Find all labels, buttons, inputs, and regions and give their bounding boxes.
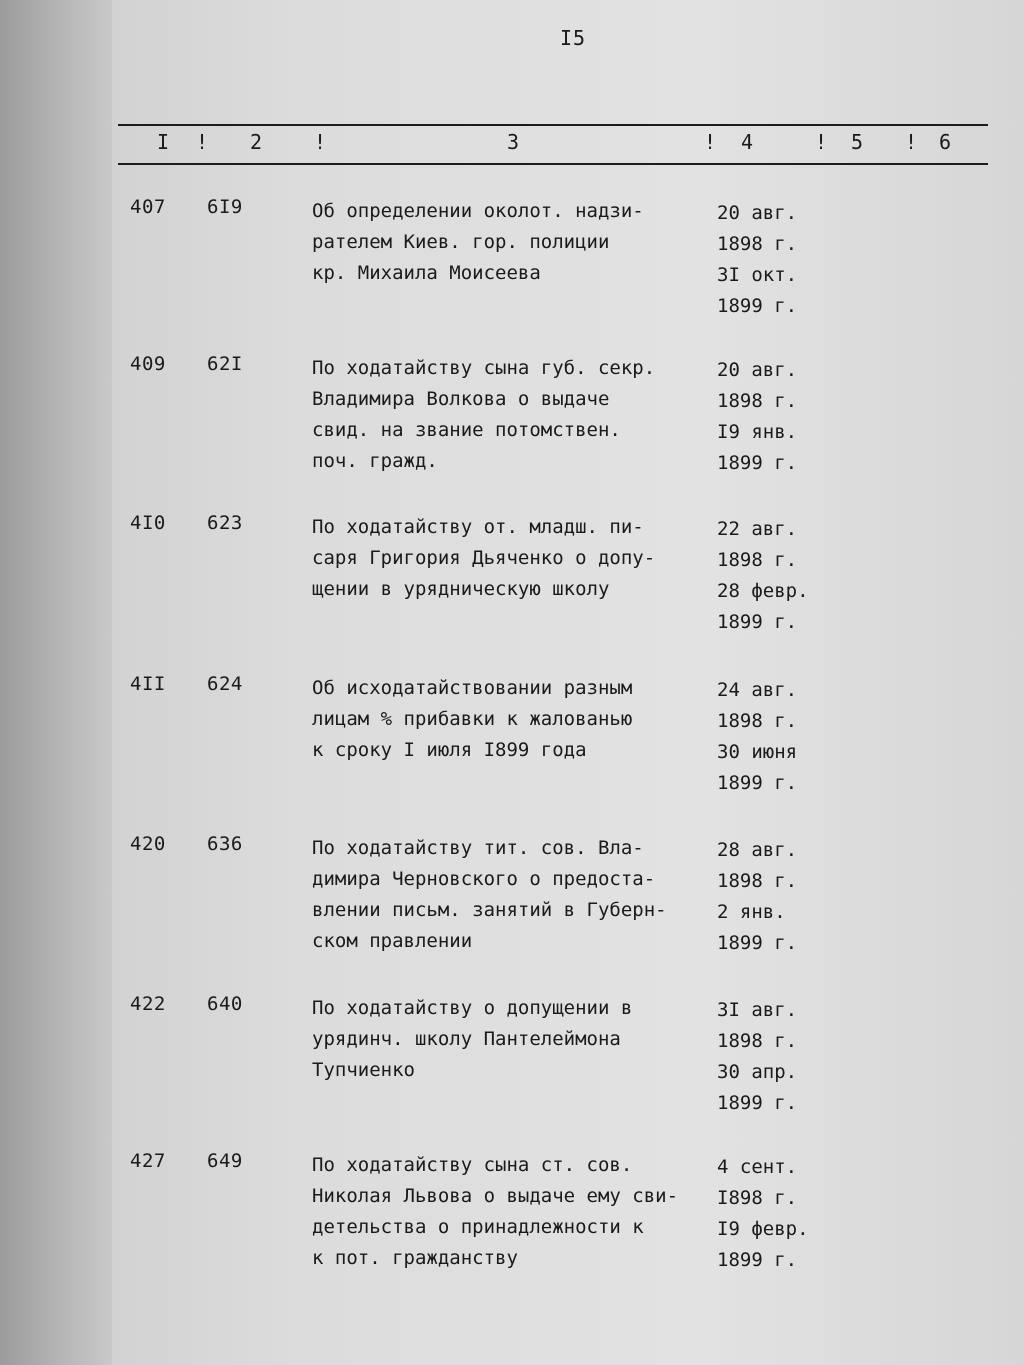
description-line: Тупчиенко (312, 1059, 415, 1081)
entry-number: 407 (130, 196, 166, 218)
entry-description (312, 833, 722, 957)
column-separator: ! (196, 130, 209, 154)
date-line: 1899 г. (717, 932, 798, 954)
description-line: По ходатайству от. младш. пи- (312, 516, 644, 538)
description-line: По ходатайству о допущении в (312, 997, 633, 1019)
list-item (0, 512, 1024, 652)
header-top-rule (118, 124, 988, 126)
date-line: 28 авг. (717, 839, 798, 861)
date-line: 2 янв. (717, 901, 786, 923)
date-line: 1898 г. (717, 710, 798, 732)
description-line: детельства о принадлежности к (312, 1216, 644, 1238)
date-line: I9 янв. (717, 421, 798, 443)
column-separator: ! (704, 130, 717, 154)
entry-dates (717, 995, 827, 1119)
entry-dates (717, 1152, 827, 1276)
date-line: 1899 г. (717, 611, 798, 633)
column-separator: ! (314, 130, 327, 154)
entry-number: 4I0 (130, 512, 166, 534)
column-header-6: 6 (939, 130, 952, 154)
entry-description (312, 993, 722, 1086)
description-line: кр. Михаила Моисеева (312, 262, 541, 284)
date-line: 24 авг. (717, 679, 798, 701)
description-line: По ходатайству сына ст. сов. (312, 1154, 633, 1176)
page-number: I5 (560, 26, 587, 50)
entry-number: 422 (130, 993, 166, 1015)
entry-number: 4II (130, 673, 166, 695)
date-line: 1899 г. (717, 1249, 798, 1271)
description-line: поч. гражд. (312, 450, 438, 472)
date-line: 20 авг. (717, 202, 798, 224)
date-line: I898 г. (717, 1187, 798, 1209)
date-line: 1899 г. (717, 772, 798, 794)
description-line: Об определении околот. надзи- (312, 200, 644, 222)
description-line: к сроку I июля I899 года (312, 739, 587, 761)
date-line: 20 авг. (717, 359, 798, 381)
entry-dates (717, 835, 827, 959)
date-line: 4 сент. (717, 1156, 798, 1178)
date-line: 30 июня (717, 741, 798, 763)
date-line: 22 авг. (717, 518, 798, 540)
column-header-4: 4 (741, 130, 754, 154)
entry-description (312, 673, 722, 766)
date-line: 30 апр. (717, 1061, 798, 1083)
entry-file-number: 649 (207, 1150, 243, 1172)
list-item (0, 833, 1024, 973)
date-line: 28 февр. (717, 580, 809, 602)
column-separator: ! (815, 130, 828, 154)
list-item (0, 353, 1024, 493)
entry-file-number: 6I9 (207, 196, 243, 218)
description-line: По ходатайству тит. сов. Вла- (312, 837, 644, 859)
column-separator: ! (905, 130, 918, 154)
description-line: рателем Киев. гор. полиции (312, 231, 610, 253)
entry-file-number: 623 (207, 512, 243, 534)
entry-dates (717, 514, 827, 638)
date-line: 3I окт. (717, 264, 798, 286)
date-line: 1898 г. (717, 870, 798, 892)
description-line: Об исходатайствовании разным (312, 677, 633, 699)
description-line: лицам % прибавки к жалованью (312, 708, 633, 730)
description-line: щении в урядническую школу (312, 578, 610, 600)
list-item (0, 1150, 1024, 1290)
list-item (0, 993, 1024, 1133)
description-line: Николая Львова о выдаче ему сви- (312, 1185, 679, 1207)
entry-description (312, 196, 722, 289)
entry-dates (717, 355, 827, 479)
column-header-2: 2 (250, 130, 263, 154)
list-item (0, 196, 1024, 336)
entry-file-number: 640 (207, 993, 243, 1015)
description-line: свид. на звание потомствен. (312, 419, 621, 441)
date-line: 1899 г. (717, 295, 798, 317)
entry-description (312, 512, 722, 605)
date-line: 1898 г. (717, 233, 798, 255)
entry-number: 409 (130, 353, 166, 375)
list-item (0, 673, 1024, 813)
entry-dates (717, 675, 827, 799)
entry-number: 427 (130, 1150, 166, 1172)
date-line: 1899 г. (717, 1092, 798, 1114)
description-line: Владимира Волкова о выдаче (312, 388, 610, 410)
description-line: урядинч. школу Пантелеймона (312, 1028, 621, 1050)
header-bottom-rule (118, 163, 988, 165)
entry-number: 420 (130, 833, 166, 855)
column-header-1: I (157, 130, 170, 154)
column-header-3: 3 (507, 130, 520, 154)
entry-file-number: 624 (207, 673, 243, 695)
date-line: 1898 г. (717, 390, 798, 412)
date-line: 1898 г. (717, 1030, 798, 1052)
entry-description (312, 1150, 722, 1274)
column-header-5: 5 (851, 130, 864, 154)
entry-dates (717, 198, 827, 322)
date-line: 1898 г. (717, 549, 798, 571)
entry-description (312, 353, 722, 477)
description-line: По ходатайству сына губ. секр. (312, 357, 656, 379)
description-line: ском правлении (312, 930, 473, 952)
date-line: 3I авг. (717, 999, 798, 1021)
entry-file-number: 62I (207, 353, 243, 375)
description-line: саря Григория Дьяченко о допу- (312, 547, 656, 569)
description-line: димира Черновского о предоста- (312, 868, 656, 890)
date-line: I9 февр. (717, 1218, 809, 1240)
date-line: 1899 г. (717, 452, 798, 474)
description-line: влении письм. занятий в Губерн- (312, 899, 667, 921)
entry-file-number: 636 (207, 833, 243, 855)
description-line: к пот. гражданству (312, 1247, 518, 1269)
